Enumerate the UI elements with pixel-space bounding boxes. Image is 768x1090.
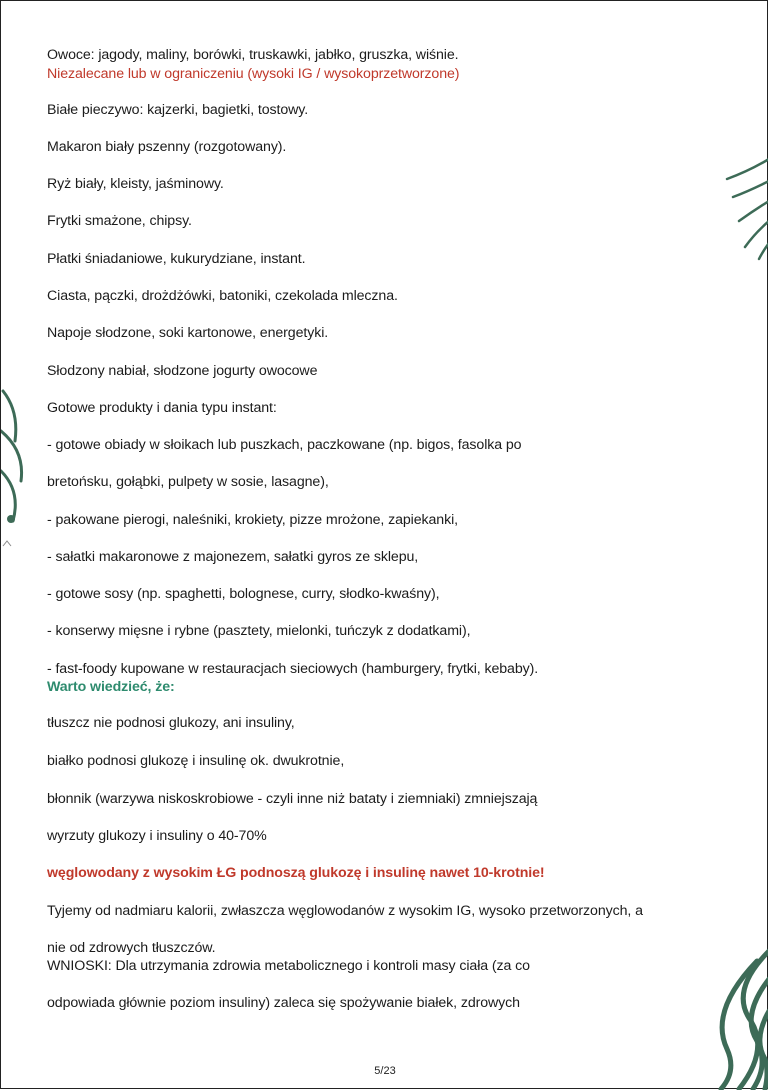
list-item: - gotowe sosy (np. spaghetti, bolognese, curry, słodko-kwaśny),	[47, 586, 440, 602]
list-item: Frytki smażone, chipsy.	[47, 213, 192, 229]
list-item: - pakowane pierogi, naleśniki, krokiety, pizze mrożone, zapiekanki,	[47, 512, 458, 528]
list-item: Ryż biały, kleisty, jaśminowy.	[47, 176, 224, 192]
fact-line: białko podnosi glukozę i insulinę ok. dwukrotnie,	[47, 753, 345, 769]
list-item: Napoje słodzone, soki kartonowe, energetyki.	[47, 325, 329, 341]
paragraph-line: nie od zdrowych tłuszczów.	[47, 940, 216, 956]
list-item: Makaron biały pszenny (rozgotowany).	[47, 139, 287, 155]
leaf-decoration-left-icon	[1, 371, 41, 561]
list-item: - fast-foody kupowane w restauracjach sieciowych (hamburgery, frytki, kebaby).	[47, 661, 539, 677]
list-item: Słodzony nabiał, słodzone jogurty owocowe	[47, 363, 318, 379]
list-item: Gotowe produkty i dania typu instant:	[47, 400, 277, 416]
fact-line: wyrzuty glukozy i insuliny o 40-70%	[47, 828, 267, 844]
fact-line: błonnik (warzywa niskoskrobiowe - czyli inne niż bataty i ziemniaki) zmniejszają	[47, 791, 538, 807]
list-item: - gotowe obiady w słoikach lub puszkach, paczkowane (np. bigos, fasolka po	[47, 437, 522, 453]
paragraph-line: Tyjemy od nadmiaru kalorii, zwłaszcza węglowodanów z wysokim IG, wysoko przetworzonych, a	[47, 903, 643, 919]
list-item: - konserwy mięsne i rybne (pasztety, mielonki, tuńczyk z dodatkami),	[47, 623, 471, 639]
page-number: 5/23	[374, 1065, 396, 1077]
list-item: Ciasta, pączki, drożdżówki, batoniki, czekolada mleczna.	[47, 288, 398, 304]
highlight-line: węglowodany z wysokim ŁG podnoszą glukozę i insulinę nawet 10-krotnie!	[47, 865, 545, 881]
conclusions-line: odpowiada głównie poziom insuliny) zaleca się spożywanie białek, zdrowych	[47, 995, 520, 1011]
section-heading-good-to-know: Warto wiedzieć, że:	[47, 679, 175, 695]
list-item: Płatki śniadaniowe, kukurydziane, instant.	[47, 251, 306, 267]
list-item: - sałatki makaronowe z majonezem, sałatki gyros ze sklepu,	[47, 549, 419, 565]
section-heading-not-recommended: Niezalecane lub w ograniczeniu (wysoki IG / wysokoprzetworzone)	[47, 66, 460, 82]
fact-line: tłuszcz nie podnosi glukozy, ani insuliny,	[47, 715, 295, 731]
text-line-fruits: Owoce: jagody, maliny, borówki, truskawki, jabłko, gruszka, wiśnie.	[47, 47, 459, 63]
list-item: bretońsku, gołąbki, pulpety w sosie, lasagne),	[47, 474, 329, 490]
list-item: Białe pieczywo: kajzerki, bagietki, tostowy.	[47, 102, 309, 118]
conclusions-line: WNIOSKI: Dla utrzymania zdrowia metabolicznego i kontroli masy ciała (za co	[47, 958, 530, 974]
leaf-decoration-right-top-icon	[719, 151, 768, 261]
